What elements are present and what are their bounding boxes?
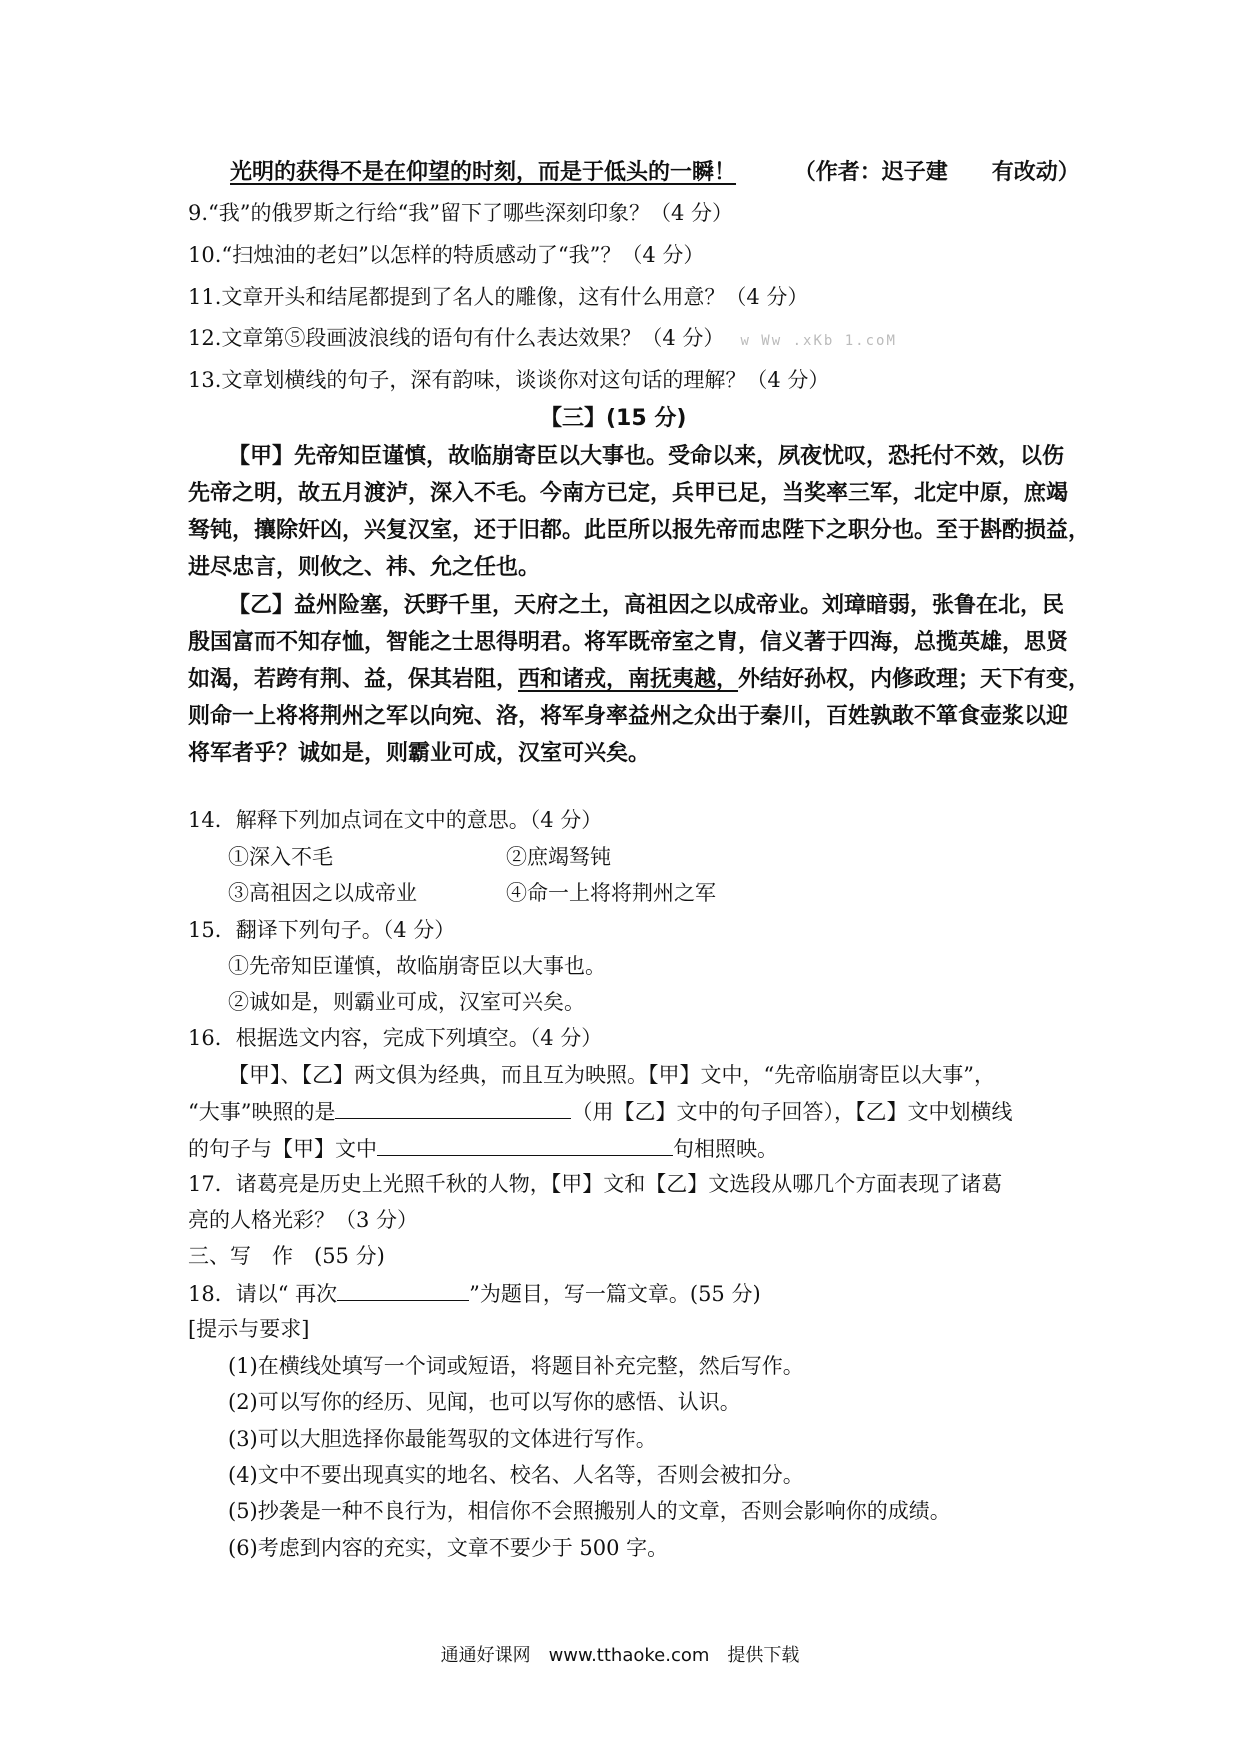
- q14-item-1: ①深入不毛: [228, 845, 333, 869]
- answer-blank-2[interactable]: [377, 1133, 673, 1156]
- footer: 通通好课网 www.tthaoke.com 提供下载: [440, 1645, 800, 1666]
- q16-line-2: [188, 1096, 1012, 1127]
- q14-title: 14．解释下列加点词在文中的意思。（4 分）: [188, 808, 603, 832]
- yi-line-1: 【乙】益州险塞，沃野千里，天府之土，高祖因之以成帝业。刘璋暗弱，张鲁在北，民: [228, 593, 1065, 618]
- q14-item-2: ②庶竭驽钝: [506, 845, 611, 869]
- q18-prompt-end: ”为题目，写一篇文章。(55 分): [469, 1282, 761, 1306]
- q17-line-1: 17．诸葛亮是历史上光照千秋的人物，【甲】文和【乙】文选段从哪几个方面表现了诸葛: [188, 1172, 1003, 1196]
- tips-title: [提示与要求]: [188, 1317, 310, 1341]
- q18-prompt-start: 18．请以“ 再次: [188, 1282, 338, 1306]
- title-blank[interactable]: [337, 1278, 469, 1301]
- question-12-text: 12.文章第⑤段画波浪线的语句有什么表达效果？（4 分）: [188, 326, 725, 350]
- yi-line-4: 则命一上将将荆州之军以向宛、洛，将军身率益州之众出于秦川，百姓孰敢不箪食壶浆以迎: [188, 704, 1069, 729]
- q15-item-2: ②诚如是，则霸业可成，汉室可兴矣。: [228, 990, 585, 1014]
- q14-item-4: ④命一上将将荆州之军: [506, 881, 716, 905]
- q15-title: 15．翻译下列句子。（4 分）: [188, 918, 456, 942]
- question-9: 9.“我”的俄罗斯之行给“我”留下了哪些深刻印象？（4 分）: [188, 201, 734, 225]
- tip-2: (2)可以写你的经历、见闻，也可以写你的感悟、认识。: [228, 1390, 741, 1414]
- yi-line-3-start: 如渴，若跨有荆、益，保其岩阻，: [188, 667, 519, 692]
- yi-line-2: 殷国富而不知存恤，智能之士思得明君。将军既帝室之胄，信义著于四海，总揽英雄，思贤: [188, 630, 1069, 655]
- yi-line-3-end: 外结好孙权，内修政理；天下有变，: [738, 667, 1091, 692]
- question-10: 10.“扫烛油的老妇”以怎样的特质感动了“我”？（4 分）: [188, 243, 705, 267]
- q18-prompt: [188, 1278, 761, 1309]
- q16-title: 16．根据选文内容，完成下列填空。（4 分）: [188, 1026, 603, 1050]
- tip-5: (5)抄袭是一种不良行为，相信你不会照搬别人的文章，否则会影响你的成绩。: [228, 1499, 951, 1523]
- watermark: w Ww .xKb 1.coM: [740, 333, 897, 349]
- q16-line-3-end: 句相照映。: [673, 1137, 778, 1161]
- yi-underlined-sentence: 西和诸戎，南抚夷越，: [518, 667, 739, 692]
- jia-line-4: 进尽忠言，则攸之、祎、允之任也。: [188, 555, 541, 580]
- q17-line-2: 亮的人格光彩？（3 分）: [188, 1208, 419, 1232]
- q15-item-1: ①先帝知臣谨慎，故临崩寄臣以大事也。: [228, 954, 606, 978]
- quote-text: 光明的获得不是在仰望的时刻，而是于低头的一瞬！: [230, 160, 737, 185]
- jia-line-3: 驽钝，攘除奸凶，兴复汉室，还于旧都。此臣所以报先帝而忠陛下之职分也。至于斟酌损益，: [188, 518, 1091, 543]
- quote-attribution: （作者：迟子建 有改动）: [793, 160, 1080, 185]
- tip-4: (4)文中不要出现真实的地名、校名、人名等，否则会被扣分。: [228, 1463, 804, 1487]
- q16-line-1: 【甲】、【乙】两文俱为经典，而且互为映照。【甲】文中，“先帝临崩寄臣以大事”，: [228, 1063, 995, 1087]
- q16-line-2-start: “大事”映照的是: [188, 1100, 336, 1124]
- answer-blank-1[interactable]: [335, 1096, 571, 1119]
- jia-line-2: 先帝之明，故五月渡泸，深入不毛。今南方已定，兵甲已足，当奖率三军，北定中原，庶竭: [188, 481, 1069, 506]
- question-13: 13.文章划横线的句子，深有韵味，谈谈你对这句话的理解？（4 分）: [188, 368, 830, 392]
- q14-item-3: ③高祖因之以成帝业: [228, 881, 417, 905]
- question-11: 11.文章开头和结尾都提到了名人的雕像，这有什么用意？（4 分）: [188, 285, 809, 309]
- question-12: [188, 323, 897, 356]
- writing-heading: 三、写 作 (55 分): [188, 1244, 385, 1268]
- jia-line-1: 【甲】先帝知臣谨慎，故临崩寄臣以大事也。受命以来，夙夜忧叹，恐托付不效，以伤: [228, 444, 1065, 469]
- quote-line: [230, 158, 1080, 188]
- tip-1: (1)在横线处填写一个词或短语，将题目补充完整，然后写作。: [228, 1354, 804, 1378]
- q16-line-2-end: （用【乙】文中的句子回答），【乙】文中划横线: [571, 1100, 1013, 1124]
- tip-6: (6)考虑到内容的充实，文章不要少于 500 字。: [228, 1536, 669, 1560]
- q16-line-3-start: 的句子与【甲】文中: [188, 1137, 377, 1161]
- q16-line-3: [188, 1133, 778, 1164]
- tip-3: (3)可以大胆选择你最能驾驭的文体进行写作。: [228, 1427, 657, 1451]
- yi-line-5: 将军者乎？诚如是，则霸业可成，汉室可兴矣。: [188, 741, 651, 766]
- yi-line-3: [188, 665, 1090, 695]
- section3-title: 【三】(15 分): [540, 406, 687, 431]
